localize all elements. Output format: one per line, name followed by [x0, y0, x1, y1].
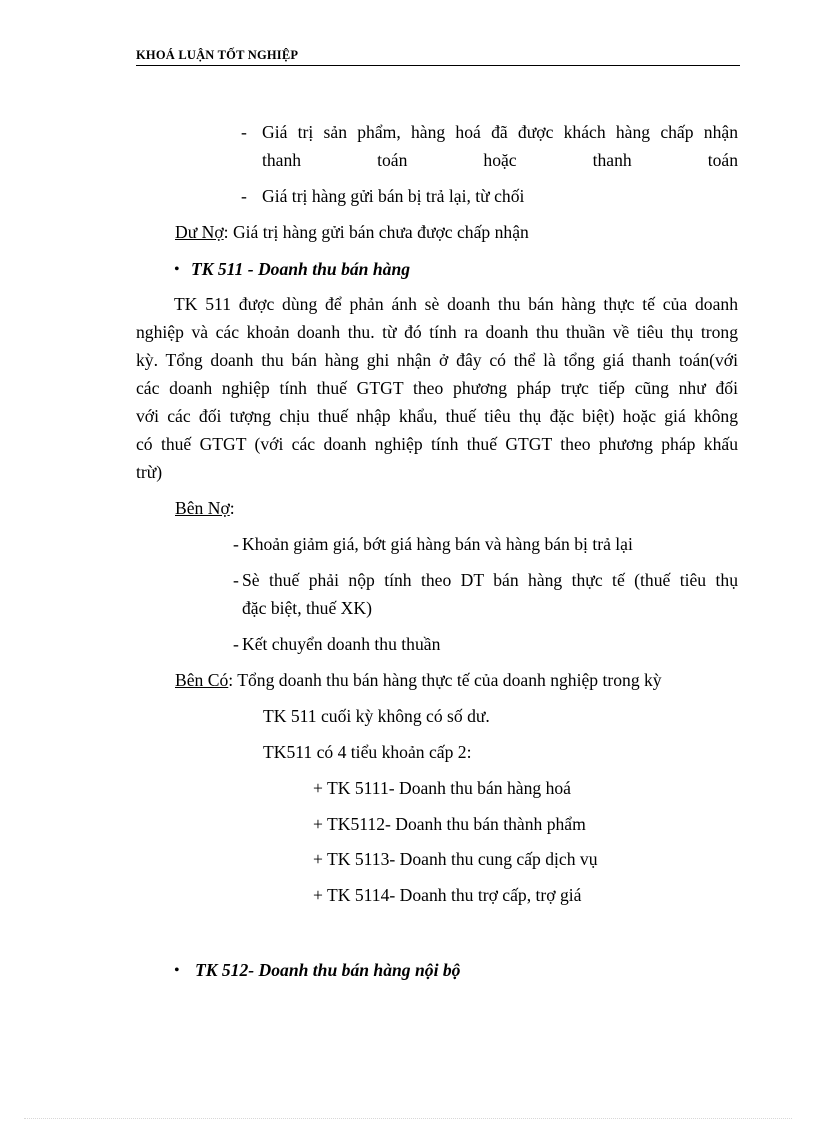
- sub-account-5111: + TK 5111- Doanh thu bán hàng hoá: [313, 778, 571, 798]
- debit-item-3: Kết chuyển doanh thu thuần: [242, 634, 441, 654]
- ben-co-text: : Tổng doanh thu bán hàng thực tế của doanh nghiệp trong kỳ: [228, 670, 662, 690]
- ben-co-label: Bên Có: [175, 670, 229, 690]
- dash-item-1-line-1: Giá trị sản phẩm, hàng hoá đã được khách hàng chấp nhận: [262, 122, 738, 142]
- section-heading-tk512: TK 512- Doanh thu bán hàng nội bộ: [195, 960, 461, 980]
- dash-marker: -: [233, 570, 239, 590]
- sub-account-5114: + TK 5114- Doanh thu trợ cấp, trợ giá: [313, 885, 582, 905]
- page-footer-divider: [24, 1118, 792, 1119]
- ben-co-line: [175, 670, 662, 690]
- note-sub-accounts: TK511 có 4 tiểu khoản cấp 2:: [263, 742, 472, 762]
- paragraph-line: kỳ. Tổng doanh thu bán hàng ghi nhận ở đây có thể là tổng giá thanh toán(với: [136, 350, 738, 370]
- dash-marker: -: [233, 634, 239, 654]
- word: thanh: [262, 150, 302, 170]
- dash-item-1-line-2: [262, 150, 738, 170]
- sub-account-5112: + TK5112- Doanh thu bán thành phẩm: [313, 814, 586, 834]
- paragraph-line: các doanh nghiệp tính thuế GTGT theo phương pháp trực tiếp cũng như đối: [136, 378, 738, 398]
- dash-marker: -: [241, 122, 247, 142]
- paragraph-line: có thuế GTGT (với các doanh nghiệp tính thuế GTGT theo phương pháp khấu: [136, 434, 738, 454]
- du-no-text: : Giá trị hàng gửi bán chưa được chấp nhận: [223, 222, 529, 242]
- debit-item-1: Khoản giảm giá, bớt giá hàng bán và hàng bán bị trả lại: [242, 534, 633, 554]
- section-heading-tk511: TK 511 - Doanh thu bán hàng: [191, 259, 411, 279]
- paragraph-line: với các đối tượng chịu thuế nhập khẩu, thuế tiêu thụ đặc biệt) hoặc giá không: [136, 406, 738, 426]
- word: toán: [377, 150, 408, 170]
- ben-no-line: [175, 498, 235, 518]
- word: thanh: [592, 150, 632, 170]
- paragraph-line: trừ): [136, 462, 163, 482]
- note-balance: TK 511 cuối kỳ không có số dư.: [263, 706, 490, 726]
- du-no-label: Dư Nợ: [175, 222, 224, 242]
- word: hoặc: [483, 150, 517, 170]
- sub-account-5113: + TK 5113- Doanh thu cung cấp dịch vụ: [313, 849, 598, 869]
- bullet-icon: •: [174, 261, 180, 278]
- word: toán: [707, 150, 738, 170]
- dash-marker: -: [233, 534, 239, 554]
- dash-item-2: Giá trị hàng gửi bán bị trả lại, từ chối: [262, 186, 525, 206]
- du-no-line: [175, 222, 529, 242]
- bullet-icon: •: [174, 962, 180, 979]
- debit-item-2-cont: đặc biệt, thuế XK): [242, 598, 372, 618]
- page-header: KHOÁ LUẬN TỐT NGHIỆP: [136, 48, 740, 66]
- paragraph-line: nghiệp và các khoản doanh thu. từ đó tính ra doanh thu thuần về tiêu thụ trong: [136, 322, 738, 342]
- dash-marker: -: [241, 186, 247, 206]
- debit-item-2: Sè thuế phải nộp tính theo DT bán hàng thực tế (thuế tiêu thụ: [242, 570, 738, 590]
- colon: :: [229, 498, 235, 518]
- ben-no-label: Bên Nợ: [175, 498, 230, 518]
- paragraph-line: TK 511 được dùng để phản ánh sè doanh thu bán hàng thực tế của doanh: [174, 294, 738, 314]
